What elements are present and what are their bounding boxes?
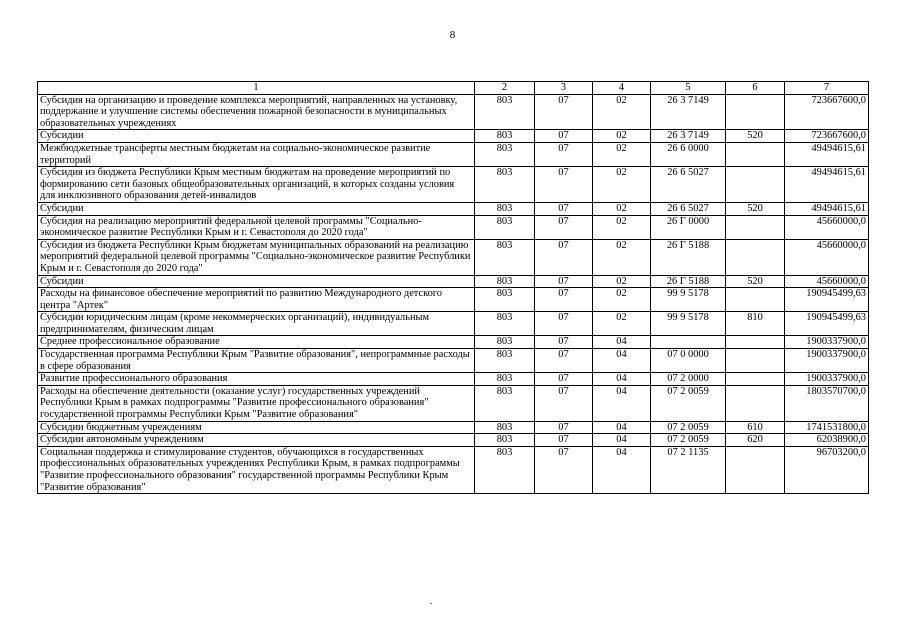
expense-type-cell (726, 215, 785, 239)
subsection-code-cell: 02 (593, 130, 651, 143)
target-article-cell: 26 Г 5188 (651, 275, 726, 288)
row-name-cell: Субсидии (38, 130, 475, 143)
table-row (38, 130, 869, 143)
amount-cell: 45660000,0 (785, 275, 869, 288)
subsection-code-cell: 04 (593, 349, 651, 373)
target-article-cell: 07 2 0059 (651, 434, 726, 447)
column-number-row (38, 82, 869, 95)
table-row (38, 202, 869, 215)
ministry-code-cell: 803 (475, 373, 535, 386)
target-article-cell: 26 6 0000 (651, 142, 726, 166)
table-row (38, 312, 869, 336)
expense-type-cell (726, 94, 785, 130)
expense-type-cell (726, 142, 785, 166)
table-row (38, 275, 869, 288)
section-code-cell: 07 (535, 349, 593, 373)
amount-cell: 1741531800,0 (785, 421, 869, 434)
row-name-cell: Субсидии юридическим лицам (кроме некоммерческих организаций), индивидуальным предпринимателям, физическим лицам (38, 312, 475, 336)
ministry-code-cell: 803 (475, 349, 535, 373)
section-code-cell: 07 (535, 167, 593, 203)
target-article-cell: 26 3 7149 (651, 130, 726, 143)
budget-table-body (38, 82, 869, 494)
table-row (38, 288, 869, 312)
table-row (38, 421, 869, 434)
ministry-code-cell: 803 (475, 434, 535, 447)
subsection-code-cell: 04 (593, 421, 651, 434)
section-code-cell: 07 (535, 94, 593, 130)
target-article-cell: 99 9 5178 (651, 312, 726, 336)
row-name-cell: Расходы на обеспечение деятельности (оказание услуг) государственных учреждений Республики Крым в рамках подпрограммы "Развитие профессионального образования" государственной программы Республики Крым "Развитие образования" (38, 385, 475, 421)
subsection-code-cell: 04 (593, 385, 651, 421)
subsection-code-cell: 04 (593, 434, 651, 447)
row-name-cell: Государственная программа Республики Крым "Развитие образования", непрограммные расходы в сфере образования (38, 349, 475, 373)
target-article-cell: 26 6 5027 (651, 202, 726, 215)
amount-cell: 190945499,63 (785, 312, 869, 336)
target-article-cell: 07 2 1135 (651, 446, 726, 493)
budget-table (37, 81, 869, 494)
table-row (38, 446, 869, 493)
target-article-cell: 26 Г 5188 (651, 239, 726, 275)
column-header: 3 (535, 82, 593, 95)
ministry-code-cell: 803 (475, 385, 535, 421)
row-name-cell: Субсидии (38, 202, 475, 215)
target-article-cell: 07 2 0059 (651, 421, 726, 434)
row-name-cell: Субсидии (38, 275, 475, 288)
subsection-code-cell: 04 (593, 336, 651, 349)
amount-cell: 190945499,63 (785, 288, 869, 312)
amount-cell: 49494615,61 (785, 142, 869, 166)
subsection-code-cell: 02 (593, 94, 651, 130)
target-article-cell: 99 9 5178 (651, 288, 726, 312)
row-name-cell: Межбюджетные трансферты местным бюджетам на социально-экономическое развитие территорий (38, 142, 475, 166)
target-article-cell: 26 3 7149 (651, 94, 726, 130)
section-code-cell: 07 (535, 275, 593, 288)
subsection-code-cell: 04 (593, 373, 651, 386)
row-name-cell: Субсидия из бюджета Республики Крым местным бюджетам на проведение мероприятий по формированию сети базовых общеобразовательных организаций, в которых созданы условия для инклюзивного образования детей-инвалидов (38, 167, 475, 203)
ministry-code-cell: 803 (475, 446, 535, 493)
target-article-cell: 07 2 0059 (651, 385, 726, 421)
table-row (38, 215, 869, 239)
amount-cell: 45660000,0 (785, 215, 869, 239)
row-name-cell: Развитие профессионального образования (38, 373, 475, 386)
column-header: 2 (475, 82, 535, 95)
row-name-cell: Среднее профессиональное образование (38, 336, 475, 349)
ministry-code-cell: 803 (475, 167, 535, 203)
section-code-cell: 07 (535, 239, 593, 275)
table-row (38, 385, 869, 421)
expense-type-cell: 620 (726, 434, 785, 447)
table-row (38, 142, 869, 166)
expense-type-cell (726, 288, 785, 312)
section-code-cell: 07 (535, 434, 593, 447)
subsection-code-cell: 02 (593, 142, 651, 166)
row-name-cell: Расходы на финансовое обеспечение мероприятий по развитию Международного детского центра "Артек" (38, 288, 475, 312)
section-code-cell: 07 (535, 385, 593, 421)
expense-type-cell (726, 349, 785, 373)
ministry-code-cell: 803 (475, 421, 535, 434)
section-code-cell: 07 (535, 373, 593, 386)
section-code-cell: 07 (535, 288, 593, 312)
subsection-code-cell: 04 (593, 446, 651, 493)
expense-type-cell: 520 (726, 130, 785, 143)
table-row (38, 434, 869, 447)
amount-cell: 1900337900,0 (785, 336, 869, 349)
amount-cell: 723667600,0 (785, 94, 869, 130)
ministry-code-cell: 803 (475, 336, 535, 349)
subsection-code-cell: 02 (593, 202, 651, 215)
row-name-cell: Социальная поддержка и стимулирование студентов, обучающихся в государственных профессиональных образовательных учреждениях Республики Крым, в рамках подпрограммы "Развитие профессионального образования" государственной программы Республики Крым "Развитие образования" (38, 446, 475, 493)
amount-cell: 1803570700,0 (785, 385, 869, 421)
amount-cell: 723667600,0 (785, 130, 869, 143)
ministry-code-cell: 803 (475, 275, 535, 288)
amount-cell: 45660000,0 (785, 239, 869, 275)
column-header: 6 (726, 82, 785, 95)
subsection-code-cell: 02 (593, 239, 651, 275)
target-article-cell: 07 0 0000 (651, 349, 726, 373)
ministry-code-cell: 803 (475, 130, 535, 143)
scan-mark (430, 603, 432, 604)
subsection-code-cell: 02 (593, 312, 651, 336)
page-number: 8 (449, 29, 456, 41)
ministry-code-cell: 803 (475, 142, 535, 166)
table-row (38, 94, 869, 130)
section-code-cell: 07 (535, 312, 593, 336)
row-name-cell: Субсидия на реализацию мероприятий федеральной целевой программы "Социально-экономическое развитие Республики Крым и г. Севастополя до 2020 года" (38, 215, 475, 239)
subsection-code-cell: 02 (593, 275, 651, 288)
row-name-cell: Субсидия на организацию и проведение комплекса мероприятий, направленных на установку, поддержание и улучшение системы обеспечения пожарной безопасности в муниципальных образовательных учреждениях (38, 94, 475, 130)
section-code-cell: 07 (535, 336, 593, 349)
row-name-cell: Субсидии бюджетным учреждениям (38, 421, 475, 434)
section-code-cell: 07 (535, 202, 593, 215)
expense-type-cell (726, 239, 785, 275)
expense-type-cell (726, 373, 785, 386)
expense-type-cell: 810 (726, 312, 785, 336)
column-header: 1 (38, 82, 475, 95)
amount-cell: 1900337900,0 (785, 373, 869, 386)
amount-cell: 1900337900,0 (785, 349, 869, 373)
amount-cell: 49494615,61 (785, 167, 869, 203)
table-row (38, 167, 869, 203)
amount-cell: 96703200,0 (785, 446, 869, 493)
target-article-cell: 26 Г 0000 (651, 215, 726, 239)
section-code-cell: 07 (535, 446, 593, 493)
table-row (38, 336, 869, 349)
ministry-code-cell: 803 (475, 94, 535, 130)
column-header: 4 (593, 82, 651, 95)
expense-type-cell: 520 (726, 202, 785, 215)
ministry-code-cell: 803 (475, 215, 535, 239)
section-code-cell: 07 (535, 130, 593, 143)
ministry-code-cell: 803 (475, 239, 535, 275)
ministry-code-cell: 803 (475, 288, 535, 312)
subsection-code-cell: 02 (593, 167, 651, 203)
table-row (38, 373, 869, 386)
expense-type-cell (726, 385, 785, 421)
table-row (38, 239, 869, 275)
subsection-code-cell: 02 (593, 215, 651, 239)
expense-type-cell: 520 (726, 275, 785, 288)
expense-type-cell (726, 336, 785, 349)
row-name-cell: Субсидии автономным учреждениям (38, 434, 475, 447)
amount-cell: 62038900,0 (785, 434, 869, 447)
subsection-code-cell: 02 (593, 288, 651, 312)
section-code-cell: 07 (535, 142, 593, 166)
expense-type-cell (726, 446, 785, 493)
target-article-cell: 07 2 0000 (651, 373, 726, 386)
section-code-cell: 07 (535, 421, 593, 434)
expense-type-cell: 610 (726, 421, 785, 434)
ministry-code-cell: 803 (475, 202, 535, 215)
amount-cell: 49494615,61 (785, 202, 869, 215)
row-name-cell: Субсидия из бюджета Республики Крым бюджетам муниципальных образований на реализацию мероприятий федеральной целевой программы "Социально-экономическое развитие Республики Крым и г. Севастополя до 2020 года" (38, 239, 475, 275)
expense-type-cell (726, 167, 785, 203)
column-header: 7 (785, 82, 869, 95)
column-header: 5 (651, 82, 726, 95)
section-code-cell: 07 (535, 215, 593, 239)
target-article-cell (651, 336, 726, 349)
target-article-cell: 26 6 5027 (651, 167, 726, 203)
table-row (38, 349, 869, 373)
ministry-code-cell: 803 (475, 312, 535, 336)
